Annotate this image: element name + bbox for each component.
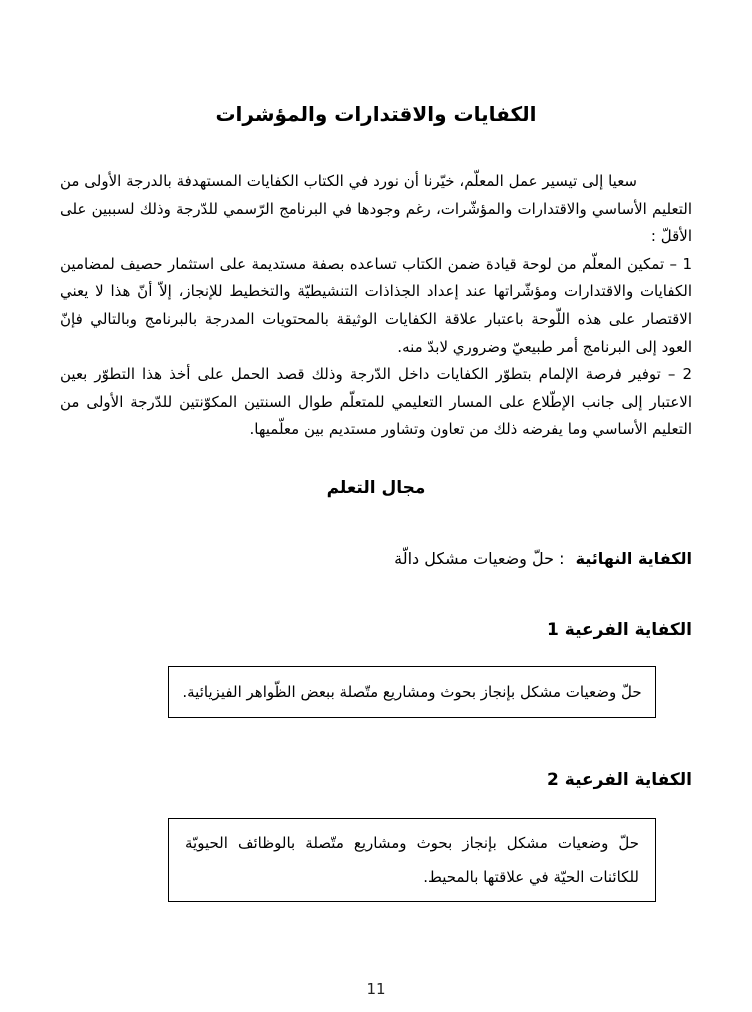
- list-item-2: 2 – توفير فرصة الإلمام بتطوّر الكفايات داخل الدّرجة وذلك قصد الحمل على أخذ هذا التطوّر بعين الاعتبار إلى جانب الإطّلاع على المسار التعليمي للمتعلّم طوال السنتين المكوّنتين للدّرجة الأولى من التعليم الأساسي وما يفرضه ذلك من تعاون وتشاور مستديم بين معلّميها.: [60, 365, 692, 439]
- section-heading-learning-domain: مجال التعلم: [326, 477, 426, 498]
- page-title: الكفايات والاقتدارات والمؤشرات: [215, 102, 537, 126]
- intro-paragraph: سعيا إلى تيسير عمل المعلّم، خيّرنا أن نورد في الكتاب الكفايات المستهدفة بالدرجة الأولى من التعليم الأساسي والاقتدارات والمؤشّرات، رغم وجودها في البرنامج الرّسمي للدّرجة وذلك لسببين على الأقلّ :: [60, 172, 692, 246]
- competency-box-1: حلّ وضعيات مشكل بإنجاز بحوث ومشاريع متّصلة ببعض الظّواهر الفيزيائية.: [168, 666, 656, 718]
- final-competency-line: [60, 546, 692, 572]
- final-competency-text: : حلّ وضعيات مشكل دالّة: [394, 548, 565, 568]
- list-item-1: 1 – تمكين المعلّم من لوحة قيادة ضمن الكتاب تساعده بصفة مستديمة على استثمار حصيف لمضامين الكفايات والاقتدارات ومؤشّراتها عند إعداد الجذاذات التنشيطيّة والتخطيط للإنجاز، إلاّ أنّ هذا لا يعني الاقتصار على هذه اللّوحة باعتبار علاقة الكفايات الوثيقة بالمحتويات المدرجة بالبرنامج وبالتالي فإنّ العود إلى البرنامج أمر طبيعيّ وضروري لابدّ منه.: [60, 254, 692, 356]
- sub-competency-1-heading: الكفاية الفرعية 1: [547, 619, 692, 640]
- competency-box-2: حلّ وضعيات مشكل بإنجاز بحوث ومشاريع متّصلة بالوظائف الحيويّة للكائنات الحيّة في علاقتها بالمحيط.: [168, 818, 656, 902]
- final-competency-label: الكفاية النهائية: [575, 548, 692, 568]
- page-number: 11: [366, 980, 386, 998]
- sub-competency-2-heading: الكفاية الفرعية 2: [547, 769, 692, 790]
